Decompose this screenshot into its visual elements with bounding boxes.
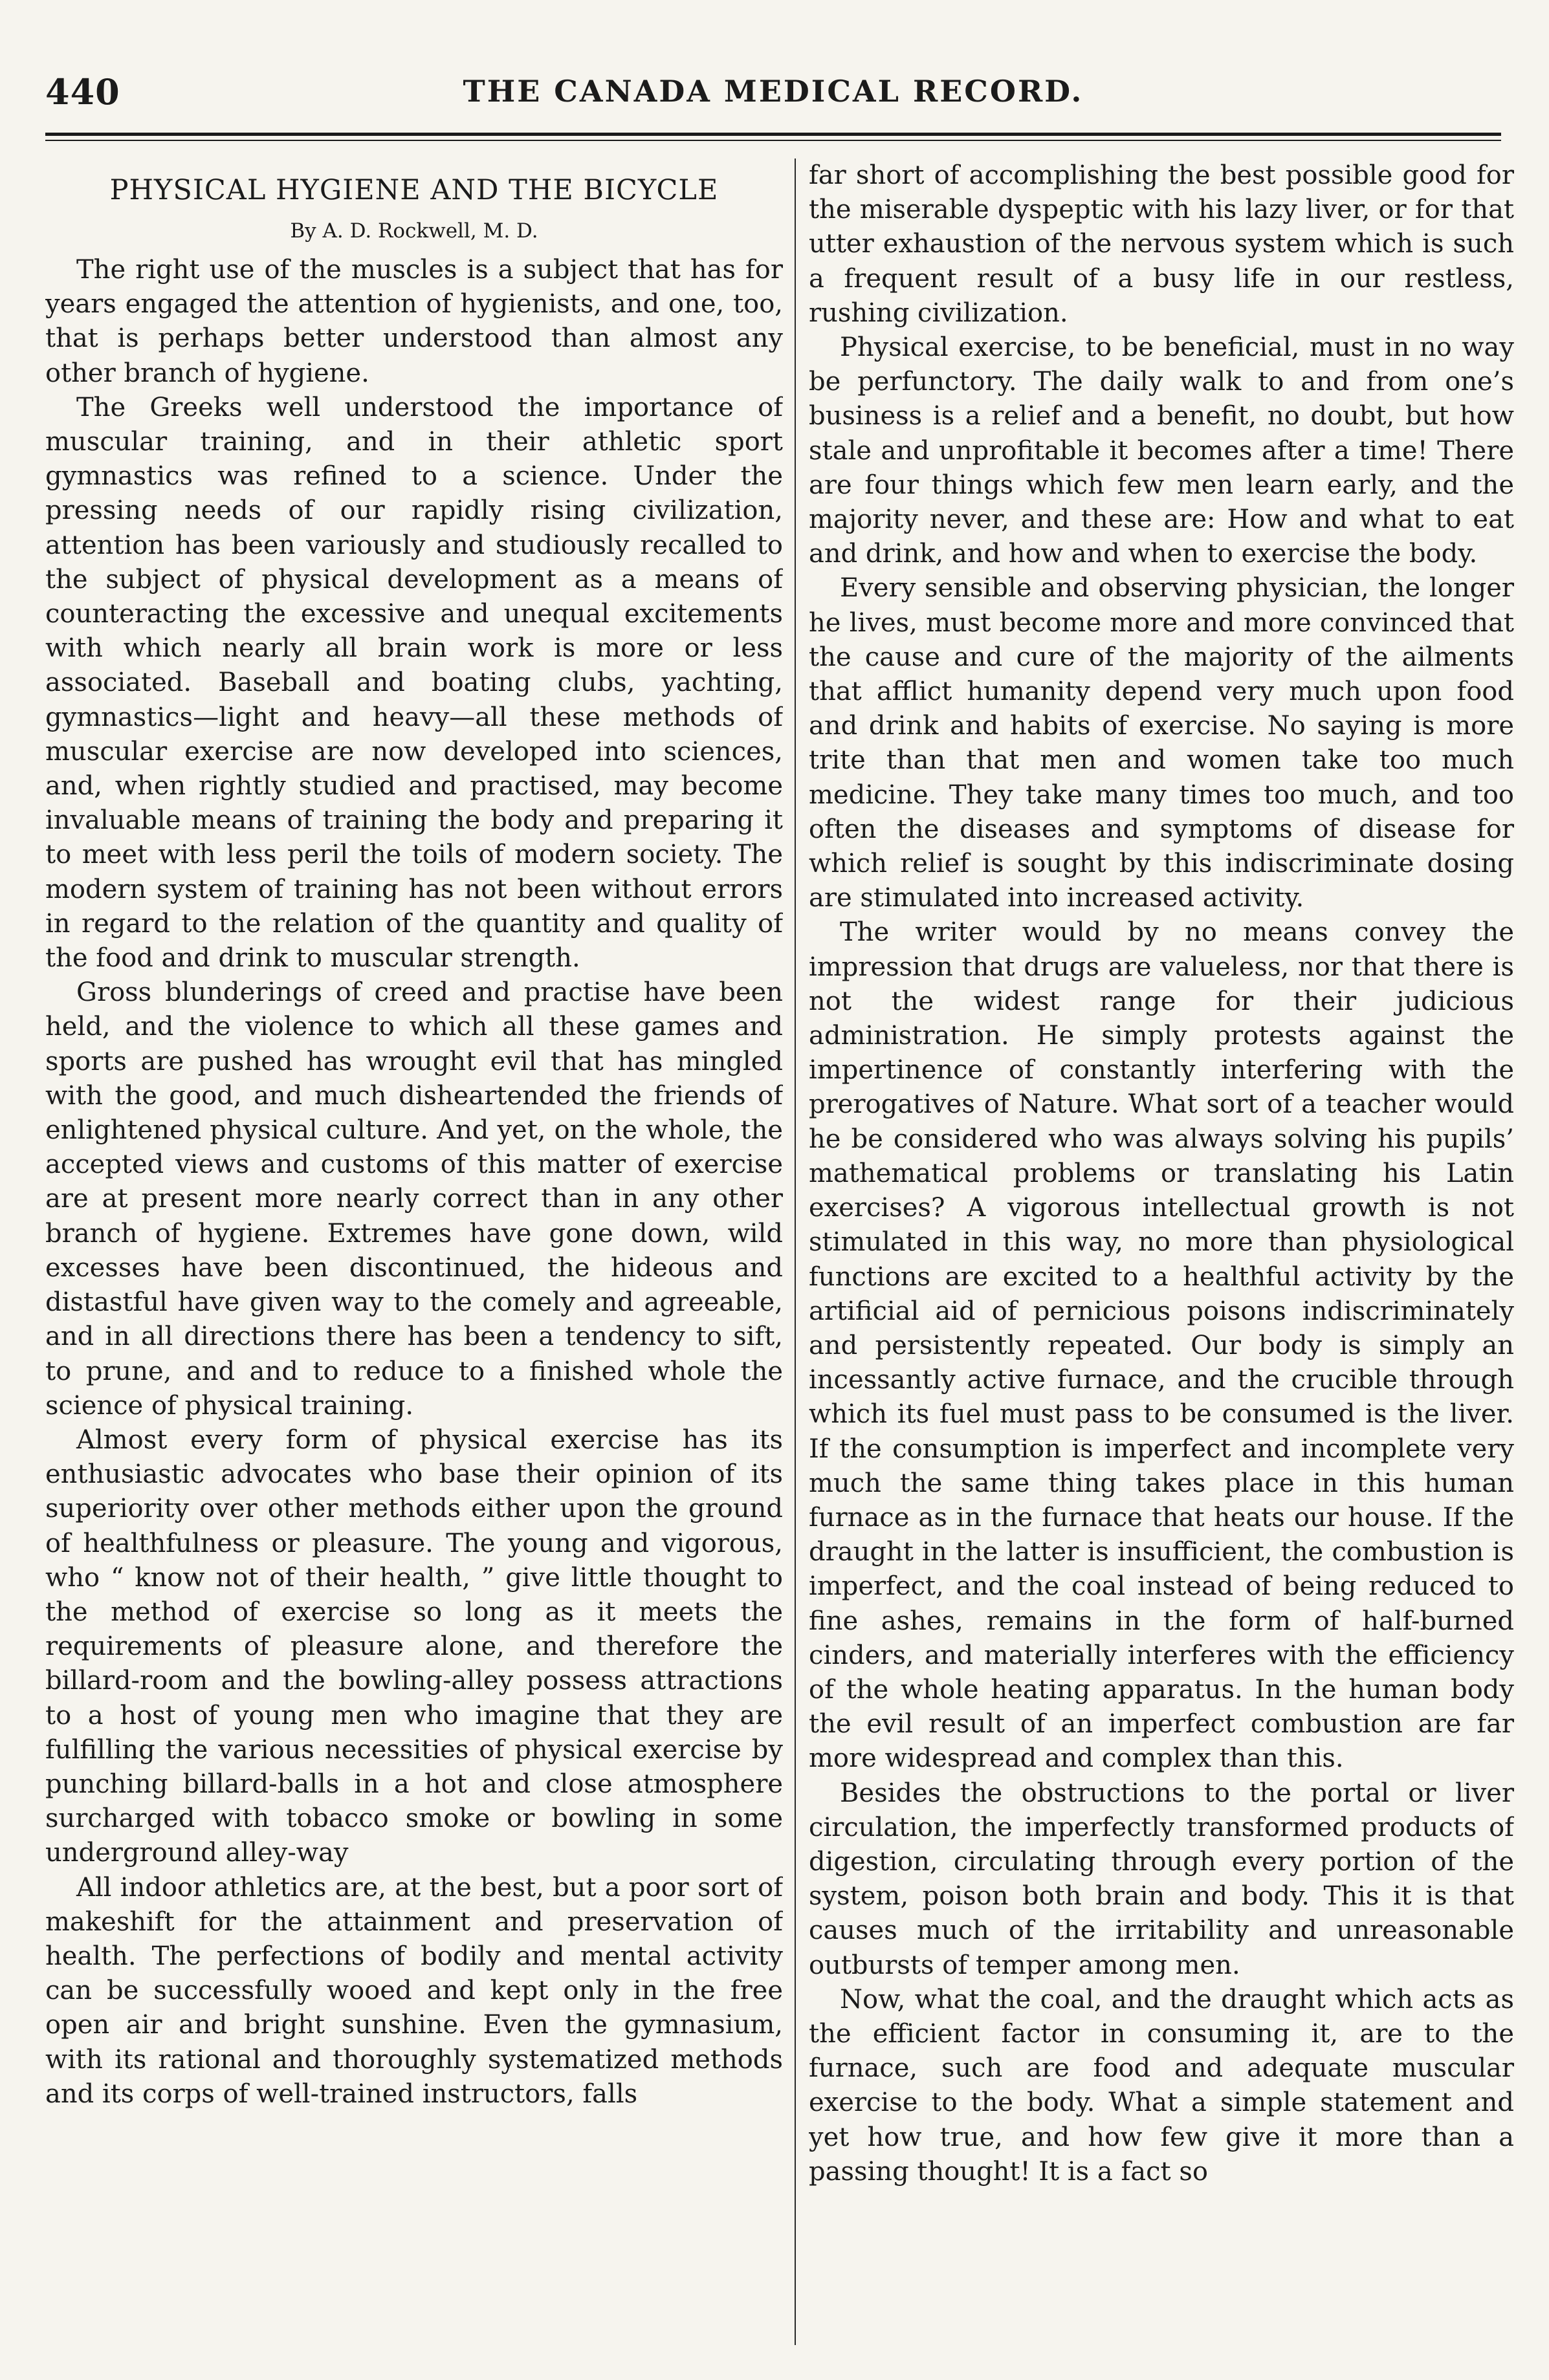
paragraph: Besides the obstructions to the portal or liver circulation, the imperfectly transformed products of digestion, circulating through every portion of the system, poison both brain and body. This it is that causes much of the irritability and unreasonable outbursts of temper among men. [809,1778,1514,1980]
paragraph: Now, what the coal, and the draught which acts as the efficient factor in consuming it, are to the furnace, such are food and adequate muscular exercise to the body. What a simple statement and yet how true, and how few give it more than a passing thought! It is a fact so [809,1984,1514,2187]
journal-title: THE CANADA MEDICAL RECORD. [463,74,1084,109]
left-column [45,158,783,2345]
article-byline: By A. D. Rockwell, M. D. [290,219,538,243]
paragraph: The right use of the muscles is a subject that has for years engaged the attention of hygienists, and one, too, that is perhaps better understood than almost any other branch of hygiene. [45,255,783,388]
header-rule-thin [45,140,1501,141]
article-title: PHYSICAL HYGIENE AND THE BICYCLE [109,174,719,206]
paragraph: Gross blunderings of creed and practise have been held, and the violence to which all these games and sports are pushed has wrought evil that has mingled with the good, and much disheartended the friends of enlightened physical culture. And yet, on the whole, the accepted views and customs of this matter of exercise are at present more nearly correct than in any other branch of hygiene. Extremes have gone down, wild excesses have been discontinued, the hideous and distastful have given way to the comely and agreeable, and in all directions there has been a tendency to sift, to prune, and and to reduce to a finished whole the science of physical training. [45,977,783,1421]
running-header [45,65,1501,123]
paragraph: Physical exercise, to be beneficial, must in no way be perfunctory. The daily walk to and from one’s business is a relief and a benefit, no doubt, but how stale and unprofitable it becomes after a time! There are four things which few men learn early, and the majority never, and these are: How and what to eat and drink, and how and when to exercise the body. [809,333,1514,569]
column-divider [795,158,796,2345]
right-column [809,158,1514,2345]
header-rule-thick [45,133,1501,136]
page-number: 440 [45,71,120,113]
paragraph: The writer would by no means convey the impression that drugs are valueless, nor that there is not the widest range for their judicious administration. He simply protests against the impertinence of constantly interfering with the prerogatives of Nature. What sort of a teacher would he be considered who was always solving his pupils’ mathematical problems or translating his Latin exercises? A vigorous intellectual growth is not stimulated in this way, no more than physiological functions are excited to a healthful activity by the artificial aid of pernicious poisons indiscriminately and persistently repeated. Our body is simply an incessantly active furnace, and the crucible through which its fuel must pass to be consumed is the liver. If the consumption is imperfect and incomplete very much the same thing takes place in this human furnace as in the furnace that heats our house. If the draught in the latter is insufficient, the combustion is imperfect, and the coal instead of being reduced to fine ashes, remains in the form of half-burned cinders, and materially interferes with the efficiency of the whole heating apparatus. In the human body the evil result of an imperfect combustion are far more widespread and complex than this. [809,917,1514,1774]
paragraph: Almost every form of physical exercise has its enthusiastic advocates who base their opinion of its superiority over other methods either upon the ground of healthfulness or pleasure. The young and vigorous, who “ know not of their health, ” give little thought to the method of exercise so long as it meets the requirements of pleasure alone, and therefore the billard-room and the bowling-alley possess attractions to a host of young men who imagine that they are fulfilling the various necessities of physical exercise by punching billard-balls in a hot and close atmosphere surcharged with tobacco smoke or bowling in some underground alley-way [45,1425,783,1868]
paragraph: The Greeks well understood the importance of muscular training, and in their athletic sport gymnastics was refined to a science. Under the pressing needs of our rapidly rising civilization, attention has been variously and studiously recalled to the subject of physical development as a means of counteracting the excessive and unequal excitements with which nearly all brain work is more or less associated. Baseball and boating clubs, yachting, gymnastics—light and heavy—all these methods of muscular exercise are now developed into sciences, and, when rightly studied and practised, may become invaluable means of training the body and preparing it to meet with less peril the toils of modern society. The modern system of training has not been without errors in regard to the relation of the quantity and quality of the food and drink to muscular strength. [45,392,783,974]
paragraph: All indoor athletics are, at the best, but a poor sort of makeshift for the attainment and preservation of health. The perfections of bodily and mental activity can be successfully wooed and kept only in the free open air and bright sunshine. Even the gymnasium, with its rational and thoroughly systematized methods and its corps of well-trained instructors, falls [45,1872,783,2109]
paragraph-continued: far short of accomplishing the best possible good for the miserable dyspeptic with his lazy liver, or for that utter exhaustion of the nervous system which is such a frequent result of a busy life in our restless, rushing civilization. [809,160,1514,328]
paragraph: Every sensible and observing physician, the longer he lives, must become more and more convinced that the cause and cure of the majority of the ailments that afflict humanity depend very much upon food and drink and habits of exercise. No saying is more trite than that men and women take too much medicine. They take many times too much, and too often the diseases and symptoms of disease for which relief is sought by this indiscriminate dosing are stimulated into increased activity. [809,573,1514,913]
